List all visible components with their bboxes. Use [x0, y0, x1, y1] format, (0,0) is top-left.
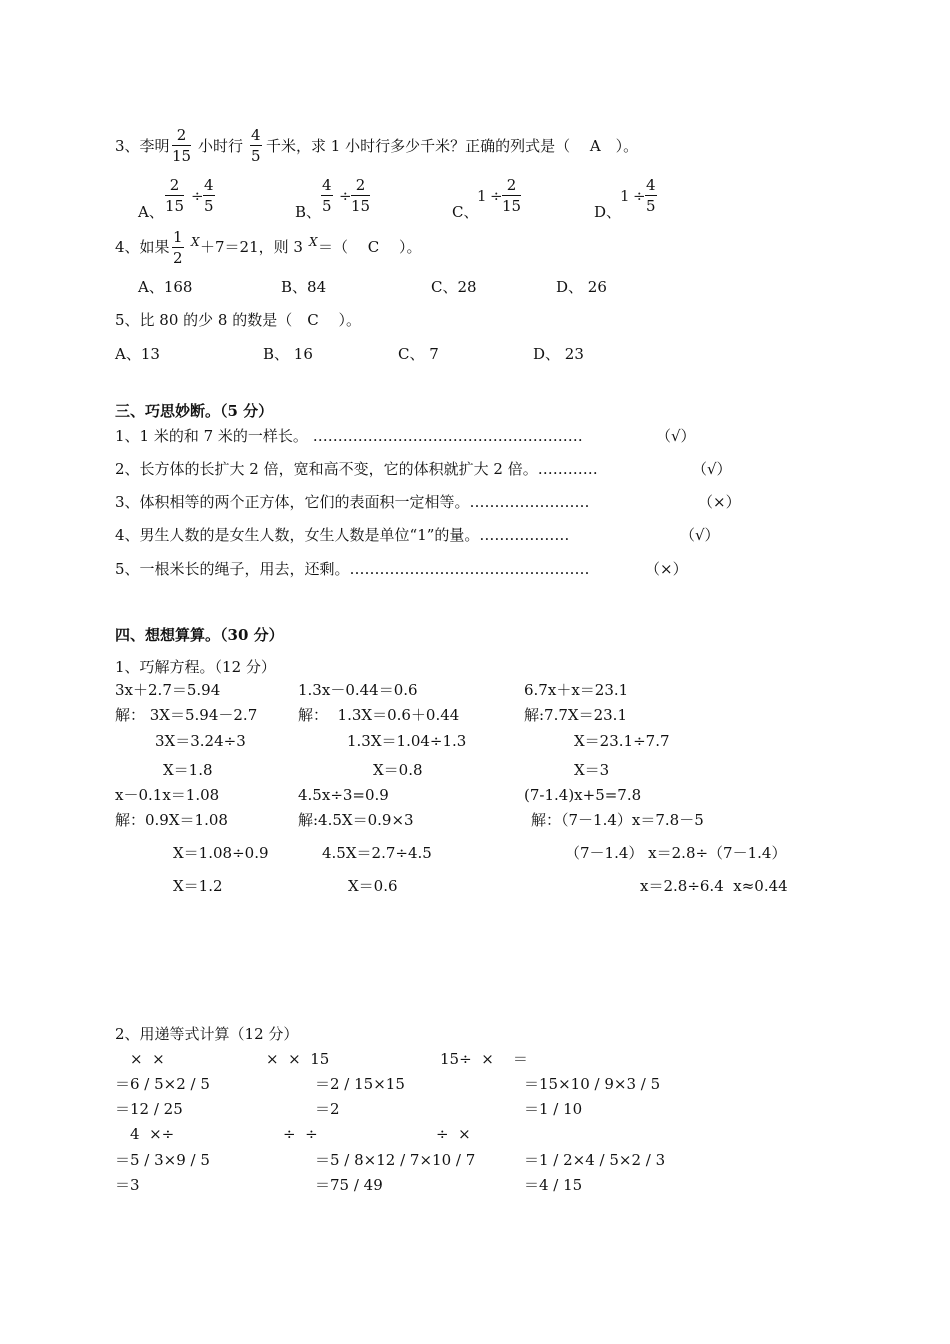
q3-option-a-f2-num: 4	[204, 176, 214, 194]
q3-option-c-label: C、	[452, 203, 479, 221]
q3-option-c-f-num: 2	[506, 176, 517, 194]
eq-d-line-2: 解：0.9X＝1.08	[115, 811, 228, 829]
q3-option-d-divide-icon: ÷	[633, 187, 646, 205]
section3-item-2-mark: （√）	[692, 460, 732, 478]
calc-e-line-1: ÷ ÷	[283, 1125, 318, 1143]
q3-fraction-2-den: 5	[251, 147, 261, 165]
q3-option-d-f-num: 4	[646, 176, 656, 194]
calc-a-line-1: × ×	[130, 1050, 165, 1068]
q4-mid: ＋7＝21，则 3	[200, 238, 303, 256]
q3-option-d-fraction	[645, 178, 657, 214]
section3-item-3: 3、体积相等的两个正方体，它们的表面积一定相等。……………………	[115, 493, 590, 511]
eq-c-line-3: X＝23.1÷7.7	[574, 732, 670, 750]
eq-f-line-4: x＝2.8÷6.4 x≈0.44	[640, 877, 788, 895]
q5-option-a: A、13	[115, 345, 160, 363]
q3-option-b-divide-icon: ÷	[339, 187, 352, 205]
q3-option-d-label: D、	[594, 203, 622, 221]
section4-sub2: 2、用递等式计算（12 分）	[115, 1025, 299, 1043]
q3-option-a-f1-den: 15	[165, 197, 185, 215]
section3-item-1: 1、1 米的和 7 米的一样长。 ………………………………………………	[115, 427, 583, 445]
eq-a-line-4: X＝1.8	[163, 761, 213, 779]
calc-b-line-2: ＝2 / 15×15	[315, 1075, 405, 1093]
q3-fraction-2	[250, 128, 262, 164]
calc-a-line-2: ＝6 / 5×2 / 5	[115, 1075, 210, 1093]
q3-option-c-fraction	[502, 178, 521, 214]
eq-f-line-2: 解：（7－1.4）x＝7.8－5	[531, 811, 704, 829]
eq-d-line-4: X＝1.2	[173, 877, 223, 895]
section3-item-3-mark: （×）	[698, 493, 741, 511]
q3-fraction-2-num: 4	[251, 126, 261, 144]
calc-b-line-1: × × 15	[266, 1050, 330, 1068]
eq-a-line-2: 解： 3X＝5.94－2.7	[115, 706, 258, 724]
q3-option-b-f2-num: 2	[355, 176, 366, 194]
eq-b-line-2: 解： 1.3X＝0.6＋0.44	[298, 706, 460, 724]
eq-b-line-4: X＝0.8	[373, 761, 423, 779]
calc-c-line-3: ＝1 / 10	[524, 1100, 583, 1118]
section4-title: 四、想想算算。（30 分）	[115, 626, 284, 644]
eq-e-line-1: 4.5x÷3=0.9	[298, 786, 389, 804]
q3-option-c-f-den: 15	[502, 197, 522, 215]
eq-b-line-1: 1.3x－0.44＝0.6	[298, 681, 418, 699]
calc-a-line-3: ＝12 / 25	[115, 1100, 183, 1118]
q3-option-a-fraction-2	[203, 178, 215, 214]
eq-c-line-1: 6.7x＋x＝23.1	[524, 681, 629, 699]
q3-option-b-fraction-1	[321, 178, 333, 214]
q5-text: 5、比 80 的少 8 的数是（ C ）。	[115, 311, 361, 329]
eq-d-line-3: X＝1.08÷0.9	[173, 844, 269, 862]
eq-d-line-1: x－0.1x＝1.08	[115, 786, 220, 804]
q5-option-b: B、 16	[263, 345, 313, 363]
section3-item-5-mark: （×）	[645, 560, 688, 578]
eq-e-line-3: 4.5X＝2.7÷4.5	[322, 844, 432, 862]
q3-option-d-f-den: 5	[646, 197, 656, 215]
eq-c-line-4: X＝3	[574, 761, 610, 779]
q3-option-b-fraction-2	[351, 178, 370, 214]
q4-prefix: 4、如果	[115, 238, 170, 256]
q4-fraction-num: 1	[173, 228, 183, 246]
q3-option-c-lead: 1	[477, 187, 487, 205]
q3-option-a-f1-num: 2	[169, 176, 180, 194]
q3-suffix: 千米，求 1 小时行多少千米？正确的列式是（ A ）。	[266, 137, 639, 155]
calc-f-line-1: ÷ ×	[436, 1125, 471, 1143]
eq-c-line-2: 解:7.7X＝23.1	[524, 706, 627, 724]
q4-fraction	[172, 230, 184, 266]
q3-option-b-f1-num: 4	[322, 176, 332, 194]
q3-option-c-divide-icon: ÷	[490, 187, 503, 205]
q3-option-a-label: A、	[138, 203, 164, 221]
eq-a-line-3: 3X＝3.24÷3	[155, 732, 246, 750]
section3-item-5: 5、一根米长的绳子，用去，还剩。…………………………………………	[115, 560, 590, 578]
calc-b-line-3: ＝2	[315, 1100, 340, 1118]
section3-item-1-mark: （√）	[656, 427, 696, 445]
q4-variable-1: X	[191, 235, 200, 249]
section3-item-2: 2、长方体的长扩大 2 倍，宽和高不变，它的体积就扩大 2 倍。…………	[115, 460, 598, 478]
q3-option-b-f2-den: 15	[351, 197, 371, 215]
q3-prefix: 3、李明	[115, 137, 170, 155]
q4-option-a: A、168	[138, 278, 193, 296]
eq-b-line-3: 1.3X＝1.04÷1.3	[347, 732, 467, 750]
q3-option-a-fraction-1	[165, 178, 184, 214]
q3-option-b-label: B、	[295, 203, 322, 221]
section3-item-4-mark: （√）	[680, 526, 720, 544]
q4-option-c: C、28	[431, 278, 477, 296]
q5-option-c: C、 7	[398, 345, 439, 363]
calc-e-line-2: ＝5 / 8×12 / 7×10 / 7	[315, 1151, 476, 1169]
q3-option-a-divide-icon: ÷	[191, 187, 204, 205]
q3-option-a-f2-den: 5	[204, 197, 214, 215]
calc-e-line-3: ＝75 / 49	[315, 1176, 383, 1194]
q3-mid: 小时行	[198, 137, 244, 155]
q3-fraction-1	[172, 128, 191, 164]
calc-c-line-1: 15÷ × ＝	[440, 1050, 528, 1068]
eq-f-line-1: (7-1.4)x+5=7.8	[524, 786, 642, 804]
eq-a-line-1: 3x＋2.7＝5.94	[115, 681, 221, 699]
q5-option-d: D、 23	[533, 345, 584, 363]
eq-f-line-3: （7－1.4） x＝2.8÷（7－1.4）	[565, 844, 787, 862]
q4-option-d: D、 26	[556, 278, 607, 296]
q4-suffix: ＝（ C ）。	[318, 238, 422, 256]
calc-c-line-2: ＝15×10 / 9×3 / 5	[524, 1075, 661, 1093]
section3-item-4: 4、男生人数的是女生人数，女生人数是单位“1”的量。………………	[115, 526, 570, 544]
calc-d-line-3: ＝3	[115, 1176, 140, 1194]
calc-f-line-2: ＝1 / 2×4 / 5×2 / 3	[524, 1151, 666, 1169]
q4-variable-2: X	[309, 235, 318, 249]
q4-option-b: B、84	[281, 278, 327, 296]
q3-fraction-1-num: 2	[176, 126, 187, 144]
calc-f-line-3: ＝4 / 15	[524, 1176, 583, 1194]
eq-e-line-2: 解:4.5X＝0.9×3	[298, 811, 414, 829]
calc-d-line-1: 4 ×÷	[130, 1125, 175, 1143]
q3-option-d-lead: 1	[620, 187, 630, 205]
q3-option-b-f1-den: 5	[322, 197, 332, 215]
eq-e-line-4: X＝0.6	[348, 877, 398, 895]
q3-fraction-1-den: 15	[172, 147, 192, 165]
q4-fraction-den: 2	[173, 249, 183, 267]
section4-sub1: 1、巧解方程。（12 分）	[115, 658, 276, 676]
calc-d-line-2: ＝5 / 3×9 / 5	[115, 1151, 210, 1169]
section3-title: 三、巧思妙断。（5 分）	[115, 402, 274, 420]
